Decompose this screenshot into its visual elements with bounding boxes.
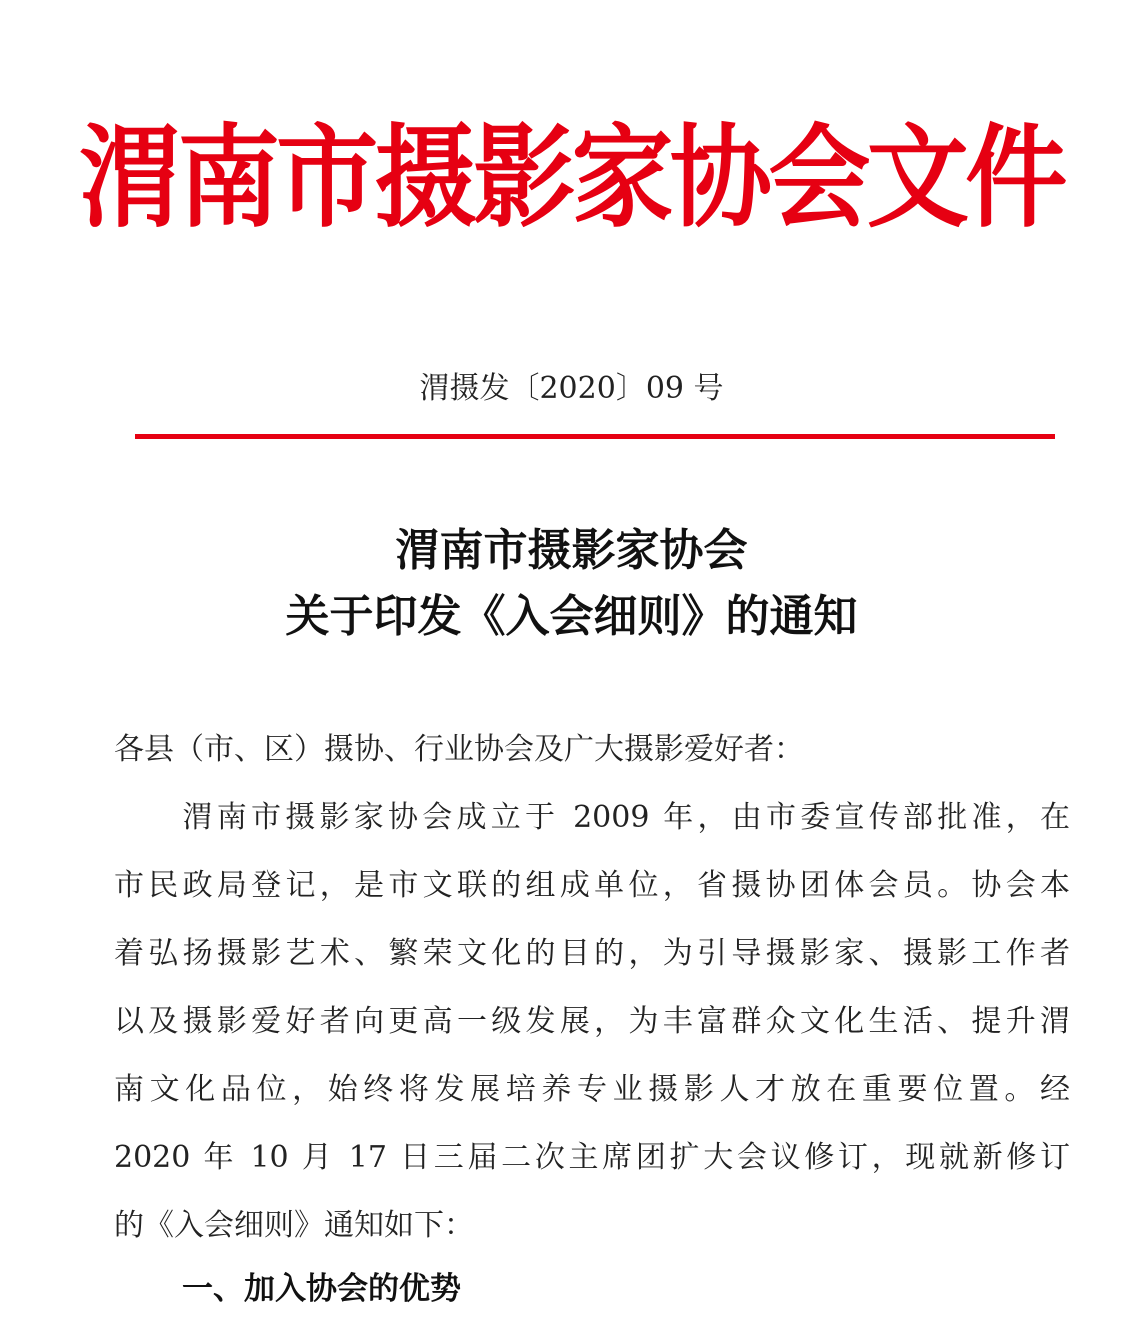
body-line: 南文化品位，始终将发展培养专业摄影人才放在重要位置。经 [114, 1072, 1070, 1107]
body-line: 市民政局登记，是市文联的组成单位，省摄协团体会员。协会本 [114, 868, 1070, 903]
salutation: 各县（市、区）摄协、行业协会及广大摄影爱好者： [114, 732, 804, 767]
section-heading: 一、加入协会的优势 [182, 1271, 461, 1307]
body-line: 渭南市摄影家协会成立于 2009 年，由市委宣传部批准，在 [114, 800, 1070, 835]
notice-title-line-1: 渭南市摄影家协会 [395, 525, 748, 576]
document-number: 渭摄发〔2020〕09 号 [419, 371, 724, 406]
body-line: 的《入会细则》通知如下： [114, 1208, 474, 1243]
body-line: 2020 年 10 月 17 日三届二次主席团扩大会议修订，现就新修订 [114, 1140, 1070, 1175]
body-line: 以及摄影爱好者向更高一级发展，为丰富群众文化生活、提升渭 [114, 1004, 1070, 1039]
notice-body [114, 716, 1070, 1260]
red-divider-rule [135, 434, 1055, 439]
notice-title-line-2: 关于印发《入会细则》的通知 [285, 591, 858, 642]
red-header-org-title: 渭南市摄影家协会文件 [79, 113, 1064, 243]
body-line: 着弘扬摄影艺术、繁荣文化的目的，为引导摄影家、摄影工作者 [114, 936, 1070, 971]
notice-title [0, 518, 1143, 650]
